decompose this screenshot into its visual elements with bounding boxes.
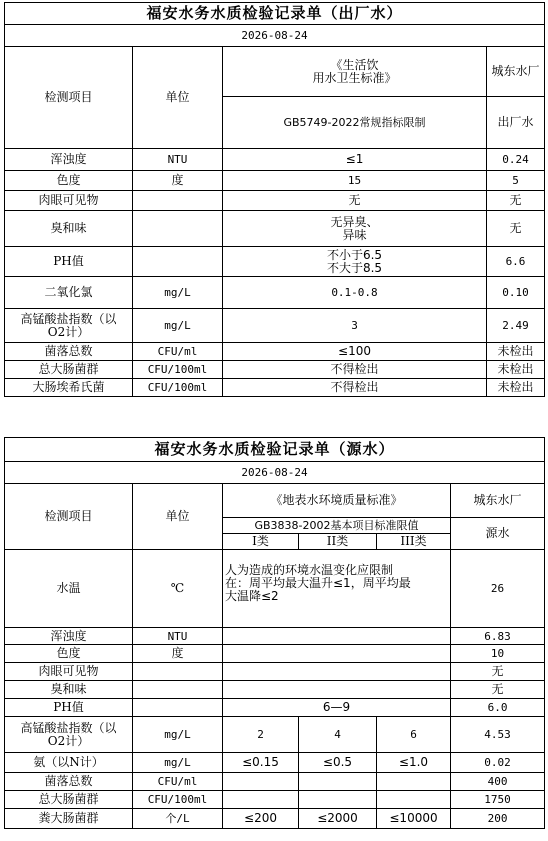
row-limit: 6—9 <box>223 699 451 717</box>
table-row <box>5 343 545 361</box>
row-value: 0.02 <box>451 753 545 773</box>
row-unit: CFU/100ml <box>133 791 223 809</box>
row-limit-line2: 异味 <box>342 227 367 242</box>
header-limit: GB3838-2002基本项目标准限值 <box>223 518 451 534</box>
row-item: PH值 <box>5 247 133 277</box>
row-unit: CFU/100ml <box>133 379 223 397</box>
header-standard-line2: 用水卫生标准》 <box>312 70 397 85</box>
row-unit: CFU/ml <box>133 773 223 791</box>
row-value: 未检出 <box>487 361 545 379</box>
table-row <box>5 773 545 791</box>
table-title: 福安水务水质检验记录单（源水） <box>5 438 545 462</box>
temperature-note-line2: 在：周平均最大温升≤1，周平均最 <box>225 576 411 590</box>
row-value: 2.49 <box>487 309 545 343</box>
table-row <box>5 247 545 277</box>
row-class-1 <box>223 791 299 809</box>
header-class-3: III类 <box>377 534 451 550</box>
row-item: 浑浊度 <box>5 149 133 171</box>
row-unit <box>133 211 223 247</box>
row-item-line2: O2计） <box>47 733 90 748</box>
row-unit: 度 <box>133 645 223 663</box>
row-class-1: 2 <box>223 717 299 753</box>
header-standard: 《地表水环境质量标准》 <box>223 484 451 518</box>
row-value: 400 <box>451 773 545 791</box>
row-class-2 <box>299 773 377 791</box>
row-class-3: 6 <box>377 717 451 753</box>
row-unit: CFU/100ml <box>133 361 223 379</box>
row-value: 未检出 <box>487 343 545 361</box>
row-class-2: ≤2000 <box>299 809 377 829</box>
row-limit <box>223 247 487 277</box>
row-unit <box>133 663 223 681</box>
row-value: 6.0 <box>451 699 545 717</box>
row-unit: 度 <box>133 171 223 191</box>
header-unit: 单位 <box>133 484 223 550</box>
row-limit: 15 <box>223 171 487 191</box>
temperature-note <box>223 550 451 628</box>
row-item: 粪大肠菌群 <box>5 809 133 829</box>
table-row <box>5 309 545 343</box>
table-row <box>5 171 545 191</box>
row-limit <box>223 681 451 699</box>
row-value: 无 <box>451 663 545 681</box>
row-item: 总大肠菌群 <box>5 361 133 379</box>
table-row <box>5 191 545 211</box>
header-limit: GB5749-2022常规指标限制 <box>223 97 487 149</box>
row-limit: 0.1-0.8 <box>223 277 487 309</box>
row-value: 26 <box>451 550 545 628</box>
row-limit-line1: 不小于6.5 <box>326 247 383 262</box>
row-item: 色度 <box>5 645 133 663</box>
row-unit: ℃ <box>133 550 223 628</box>
row-value: 5 <box>487 171 545 191</box>
temperature-note-line1: 人为造成的环境水温变化应限制 <box>225 563 394 577</box>
row-item: 色度 <box>5 171 133 191</box>
row-item-line1: 高锰酸盐指数（以 <box>20 720 117 735</box>
header-class-1: I类 <box>223 534 299 550</box>
factory-water-record-table <box>4 2 545 397</box>
table-row <box>5 791 545 809</box>
row-unit <box>133 681 223 699</box>
row-class-3 <box>377 791 451 809</box>
row-unit: NTU <box>133 149 223 171</box>
row-value: 无 <box>451 681 545 699</box>
row-limit: ≤100 <box>223 343 487 361</box>
row-item: 肉眼可见物 <box>5 191 133 211</box>
table-row <box>5 645 545 663</box>
header-standard <box>223 47 487 97</box>
row-item: 肉眼可见物 <box>5 663 133 681</box>
header-plant: 城东水厂 <box>487 47 545 97</box>
row-unit: mg/L <box>133 309 223 343</box>
row-unit: NTU <box>133 628 223 645</box>
table-row <box>5 628 545 645</box>
row-unit: 个/L <box>133 809 223 829</box>
row-item-line2: O2计） <box>47 324 90 339</box>
row-item: 臭和味 <box>5 681 133 699</box>
row-item: 二氧化氯 <box>5 277 133 309</box>
table-row <box>5 717 545 753</box>
source-water-record-table <box>4 437 545 829</box>
row-class-1: ≤0.15 <box>223 753 299 773</box>
table-row <box>5 663 545 681</box>
header-unit: 单位 <box>133 47 223 149</box>
row-unit: mg/L <box>133 277 223 309</box>
row-value: 0.24 <box>487 149 545 171</box>
table-row <box>5 361 545 379</box>
temperature-note-line3: 大温降≤2 <box>225 589 279 603</box>
header-standard-line1: 《生活饮 <box>330 57 379 72</box>
table-row <box>5 753 545 773</box>
row-item: 浑浊度 <box>5 628 133 645</box>
table-row <box>5 211 545 247</box>
header-item: 检测项目 <box>5 484 133 550</box>
row-class-1: ≤200 <box>223 809 299 829</box>
row-value: 6.6 <box>487 247 545 277</box>
row-unit: mg/L <box>133 753 223 773</box>
row-value: 无 <box>487 211 545 247</box>
table-row <box>5 681 545 699</box>
row-class-1 <box>223 773 299 791</box>
row-limit: 3 <box>223 309 487 343</box>
table-row <box>5 277 545 309</box>
row-item: 菌落总数 <box>5 343 133 361</box>
table-row <box>5 149 545 171</box>
table-row <box>5 809 545 829</box>
record-date: 2026-08-24 <box>5 25 545 47</box>
row-value: 200 <box>451 809 545 829</box>
row-limit <box>223 645 451 663</box>
row-class-2 <box>299 791 377 809</box>
header-plant: 城东水厂 <box>451 484 545 518</box>
row-item <box>5 309 133 343</box>
table-title: 福安水务水质检验记录单（出厂水） <box>5 3 545 25</box>
row-item: 臭和味 <box>5 211 133 247</box>
row-unit <box>133 191 223 211</box>
row-value: 1750 <box>451 791 545 809</box>
row-value: 未检出 <box>487 379 545 397</box>
table-row <box>5 699 545 717</box>
header-class-2: II类 <box>299 534 377 550</box>
row-limit-line2: 不大于8.5 <box>326 260 383 275</box>
row-unit <box>133 699 223 717</box>
row-item-line1: 高锰酸盐指数（以 <box>20 311 117 326</box>
row-limit: ≤1 <box>223 149 487 171</box>
row-limit <box>223 211 487 247</box>
row-unit <box>133 247 223 277</box>
row-limit <box>223 628 451 645</box>
row-limit-line1: 无异臭、 <box>330 214 379 229</box>
row-item <box>5 717 133 753</box>
row-class-3 <box>377 773 451 791</box>
header-item: 检测项目 <box>5 47 133 149</box>
row-item: 总大肠菌群 <box>5 791 133 809</box>
table-row <box>5 550 545 628</box>
row-item: 菌落总数 <box>5 773 133 791</box>
row-item: PH值 <box>5 699 133 717</box>
row-value: 10 <box>451 645 545 663</box>
row-value: 6.83 <box>451 628 545 645</box>
row-class-2: 4 <box>299 717 377 753</box>
row-item: 氨（以N计） <box>5 753 133 773</box>
row-value: 0.10 <box>487 277 545 309</box>
row-value: 无 <box>487 191 545 211</box>
row-limit: 无 <box>223 191 487 211</box>
row-item: 水温 <box>5 550 133 628</box>
row-limit <box>223 663 451 681</box>
row-unit: mg/L <box>133 717 223 753</box>
row-item: 大肠埃希氏菌 <box>5 379 133 397</box>
row-limit: 不得检出 <box>223 379 487 397</box>
row-class-3: ≤10000 <box>377 809 451 829</box>
table-row <box>5 379 545 397</box>
header-type: 源水 <box>451 518 545 550</box>
header-type: 出厂水 <box>487 97 545 149</box>
row-class-2: ≤0.5 <box>299 753 377 773</box>
row-limit: 不得检出 <box>223 361 487 379</box>
record-date: 2026-08-24 <box>5 462 545 484</box>
row-class-3: ≤1.0 <box>377 753 451 773</box>
row-unit: CFU/ml <box>133 343 223 361</box>
row-value: 4.53 <box>451 717 545 753</box>
